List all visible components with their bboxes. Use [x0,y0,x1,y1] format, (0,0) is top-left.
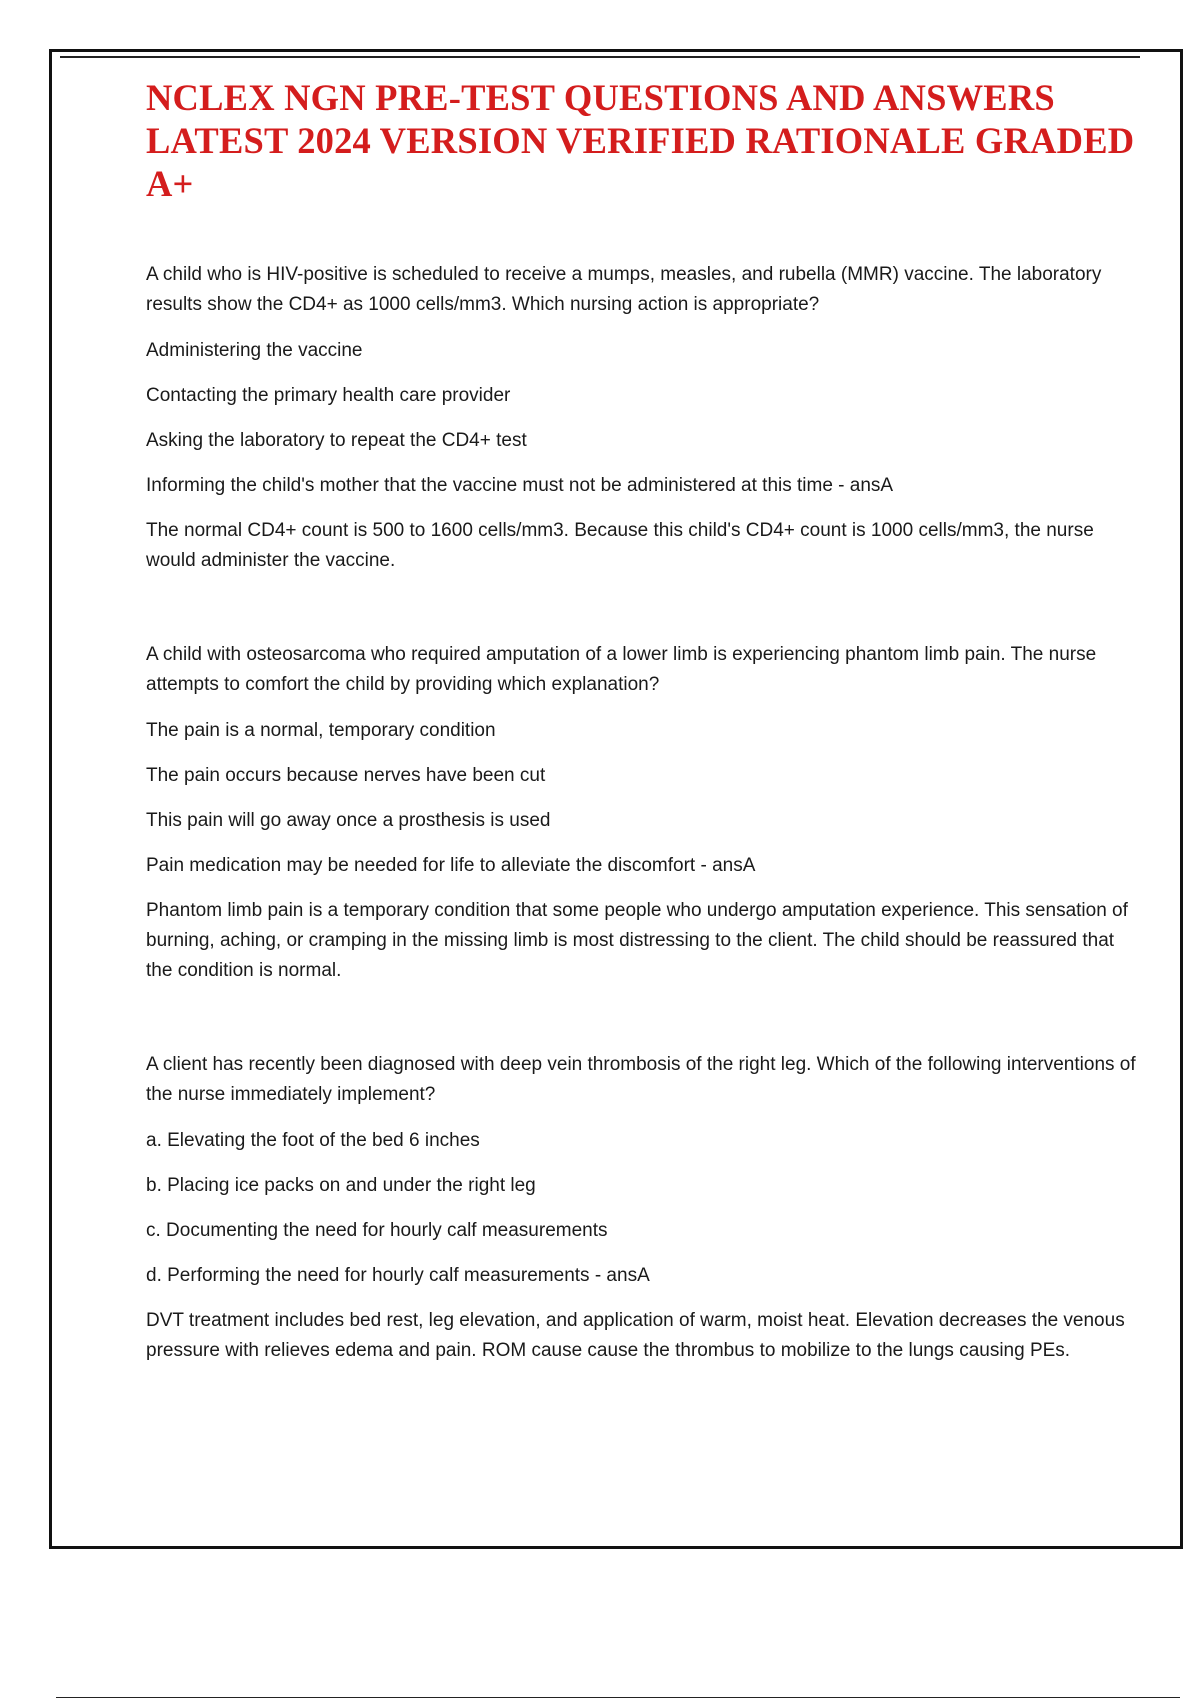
question-block [146,1050,1136,1366]
answer-option: c. Documenting the need for hourly calf measurements [146,1220,608,1241]
question-text: A client has recently been diagnosed with deep vein thrombosis of the right leg. Which of the following interventions of the nurse immediately implement? [146,1054,1136,1105]
question-list [146,260,1136,1366]
answer-option: b. Placing ice packs on and under the right leg [146,1175,536,1196]
answer-option: a. Elevating the foot of the bed 6 inches [146,1130,480,1151]
rationale-text: DVT treatment includes bed rest, leg elevation, and application of warm, moist heat. Elevation decreases the venous pressure with relieves edema and pain. ROM cause cause the thrombus to mobilize to the lungs causing PEs. [146,1310,1125,1361]
document-title: NCLEX NGN PRE-TEST QUESTIONS AND ANSWERS LATEST 2024 VERSION VERIFIED RATIONALE GRADED A+ [146,77,1135,204]
answer-option: d. Performing the need for hourly calf measurements - ansA [146,1265,650,1286]
answer-option: The pain is a normal, temporary condition [146,720,496,741]
page-content [146,76,1136,1430]
answer-option: Contacting the primary health care provider [146,385,511,406]
answer-option: The pain occurs because nerves have been cut [146,765,546,786]
answer-option: This pain will go away once a prosthesis is used [146,810,551,831]
answer-option: Asking the laboratory to repeat the CD4+ test [146,430,527,451]
answer-option: Informing the child's mother that the vaccine must not be administered at this time - ansA [146,475,894,496]
question-block [146,260,1136,576]
top-rule [60,56,1140,58]
rationale-text: Phantom limb pain is a temporary condition that some people who undergo amputation experience. This sensation of burning, aching, or cramping in the missing limb is most distressing to the client. The child should be reassured that the condition is normal. [146,900,1128,981]
page-border [49,49,1183,1549]
question-text: A child who is HIV-positive is scheduled to receive a mumps, measles, and rubella (MMR) vaccine. The laboratory results show the CD4+ as 1000 cells/mm3. Which nursing action is appropriate? [146,264,1102,315]
bottom-rule [56,1697,1180,1698]
answer-option: Pain medication may be needed for life to alleviate the discomfort - ansA [146,855,756,876]
rationale-text: The normal CD4+ count is 500 to 1600 cells/mm3. Because this child's CD4+ count is 1000 cells/mm3, the nurse would administer the vaccine. [146,520,1094,571]
answer-option: Administering the vaccine [146,340,363,361]
question-block [146,640,1136,986]
question-text: A child with osteosarcoma who required amputation of a lower limb is experiencing phantom limb pain. The nurse attempts to comfort the child by providing which explanation? [146,644,1097,695]
